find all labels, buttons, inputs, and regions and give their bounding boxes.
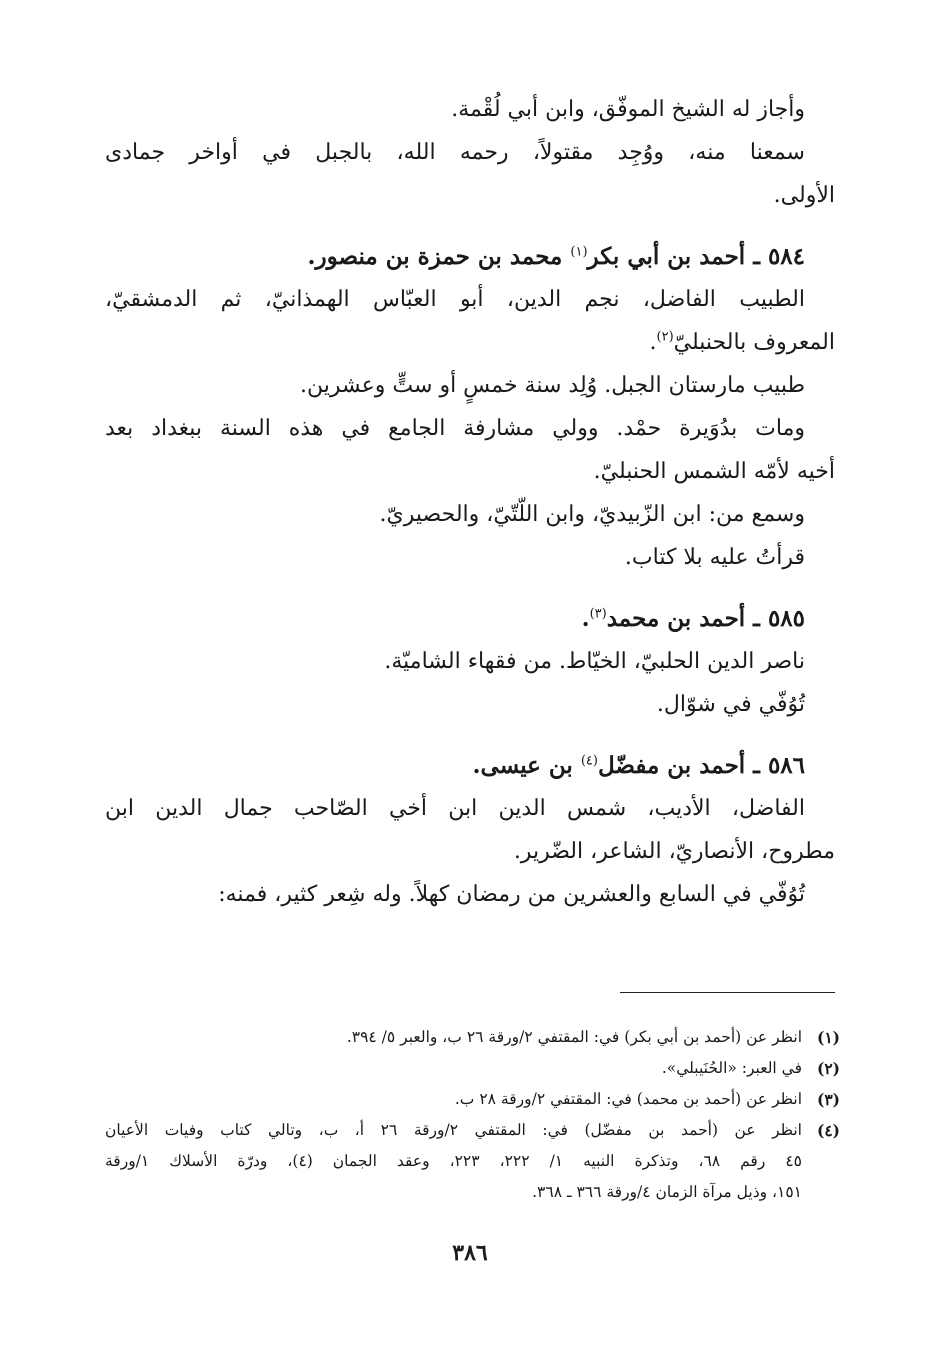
entry-586-heading <box>105 744 835 787</box>
intro-line-3: الأولى. <box>773 183 835 208</box>
footnote-4-line-2: ٤٥ رقم ٦٨، وتذكرة النبيه ١/ ٢٢٢، ٢٢٣، وعقد الجمان (٤)، ودرّة الأسلاك ١/ورقة <box>105 1152 802 1170</box>
footnote-1-text: انظر عن (أحمد بن أبي بكر) في: المقتفي ٢/ورقة ٢٦ ب، والعبر ٥/ ٣٩٤. <box>346 1028 802 1046</box>
footnote-4-line-1: انظر عن (أحمد بن مفضّل) في: المقتفي ٢/ورقة ٢٦ أ، ب، وتالي كتاب وفيات الأعيان <box>105 1121 802 1139</box>
entry-584-line-6: وسمع من: ابن الزّبيديّ، وابن اللّتّيّ، والحصيريّ. <box>379 502 805 527</box>
entry-586-line-1: الفاضل، الأديب، شمس الدين ابن أخي الصّاحب جمال الدين ابن <box>105 796 805 821</box>
entry-584-line-2-end: . <box>649 330 657 355</box>
footnote-4-line-3: ١٥١، وذيل مرآة الزمان ٤/ورقة ٣٦٦ ـ ٣٦٨. <box>532 1183 802 1201</box>
entry-584-line-7: قرأتُ عليه بلا كتاب. <box>624 545 805 570</box>
footnote-ref-2: (٢) <box>656 329 674 345</box>
entry-584-title-rest: محمد بن حمزة بن منصور. <box>307 243 571 270</box>
entry-584-line-3: طبيب مارستان الجبل. وُلِد سنة خمسٍ أو ستٍّ وعشرين. <box>300 373 805 398</box>
entry-584-line-5: أخيه لأمّه الشمس الحنبليّ. <box>593 459 835 484</box>
footnotes <box>105 1022 840 1208</box>
footnote-4-body <box>105 1115 802 1208</box>
entry-584-line-1: الطبيب الفاضل، نجم الدين، أبو العبّاس الهمذانيّ، ثم الدمشقيّ، <box>105 287 805 312</box>
entry-586-title: ٥٨٦ ـ أحمد بن مفضّل <box>597 752 805 779</box>
entry-585-title-rest: . <box>581 605 590 632</box>
footnote-3-number: (٣) <box>816 1090 840 1109</box>
footnote-2 <box>105 1053 840 1084</box>
footnote-ref-3: (٣) <box>589 606 607 622</box>
intro-line-2: سمعنا منه، ووُجِد مقتولاً، رحمه الله، بالجبل في أواخر جمادى <box>105 140 805 165</box>
footnote-4 <box>105 1115 840 1208</box>
entry-584-heading <box>105 235 835 278</box>
entry-585-heading <box>105 597 835 640</box>
entry-585-line-2: تُوُفّي في شوّال. <box>656 692 805 717</box>
footnote-ref-1: (١) <box>570 244 588 260</box>
footnote-1-number: (١) <box>816 1028 840 1047</box>
entry-586-line-3: تُوُفّي في السابع والعشرين من رمضان كهلاً. وله شِعر كثير، فمنه: <box>218 882 805 907</box>
entry-586-title-rest: بن عيسى. <box>472 752 581 779</box>
entry-585-title: ٥٨٥ ـ أحمد بن محمد <box>606 605 805 632</box>
footnote-2-text: في العبر: «الحُنَيبلي». <box>661 1059 802 1077</box>
footnote-1 <box>105 1022 840 1053</box>
main-text <box>105 88 835 916</box>
footnote-divider <box>620 992 835 993</box>
entry-586-line-2: مطروح، الأنصاريّ، الشاعر، الضّرير. <box>513 839 835 864</box>
entry-584-title: ٥٨٤ ـ أحمد بن أبي بكر <box>587 243 805 270</box>
footnote-3-text: انظر عن (أحمد بن محمد) في: المقتفي ٢/ورقة ٢٨ ب. <box>454 1090 802 1108</box>
footnote-3 <box>105 1084 840 1115</box>
page-number: ٣٨٦ <box>452 1240 488 1266</box>
footnote-4-number: (٤) <box>816 1121 840 1140</box>
entry-584-line-2-text: المعروف بالحنبليّ <box>673 330 835 355</box>
footnote-ref-4: (٤) <box>580 753 598 769</box>
intro-line-1: وأجاز له الشيخ الموفّق، وابن أبي لُقْمة. <box>451 97 805 122</box>
entry-585-line-1: ناصر الدين الحلبيّ، الخيّاط. من فقهاء الشاميّة. <box>384 649 805 674</box>
footnote-2-number: (٢) <box>816 1059 840 1078</box>
entry-584-line-2 <box>105 321 835 364</box>
entry-584-line-4: ومات بدُوَيرة حمْد. وولي مشارفة الجامع في هذه السنة ببغداد بعد <box>105 416 805 441</box>
